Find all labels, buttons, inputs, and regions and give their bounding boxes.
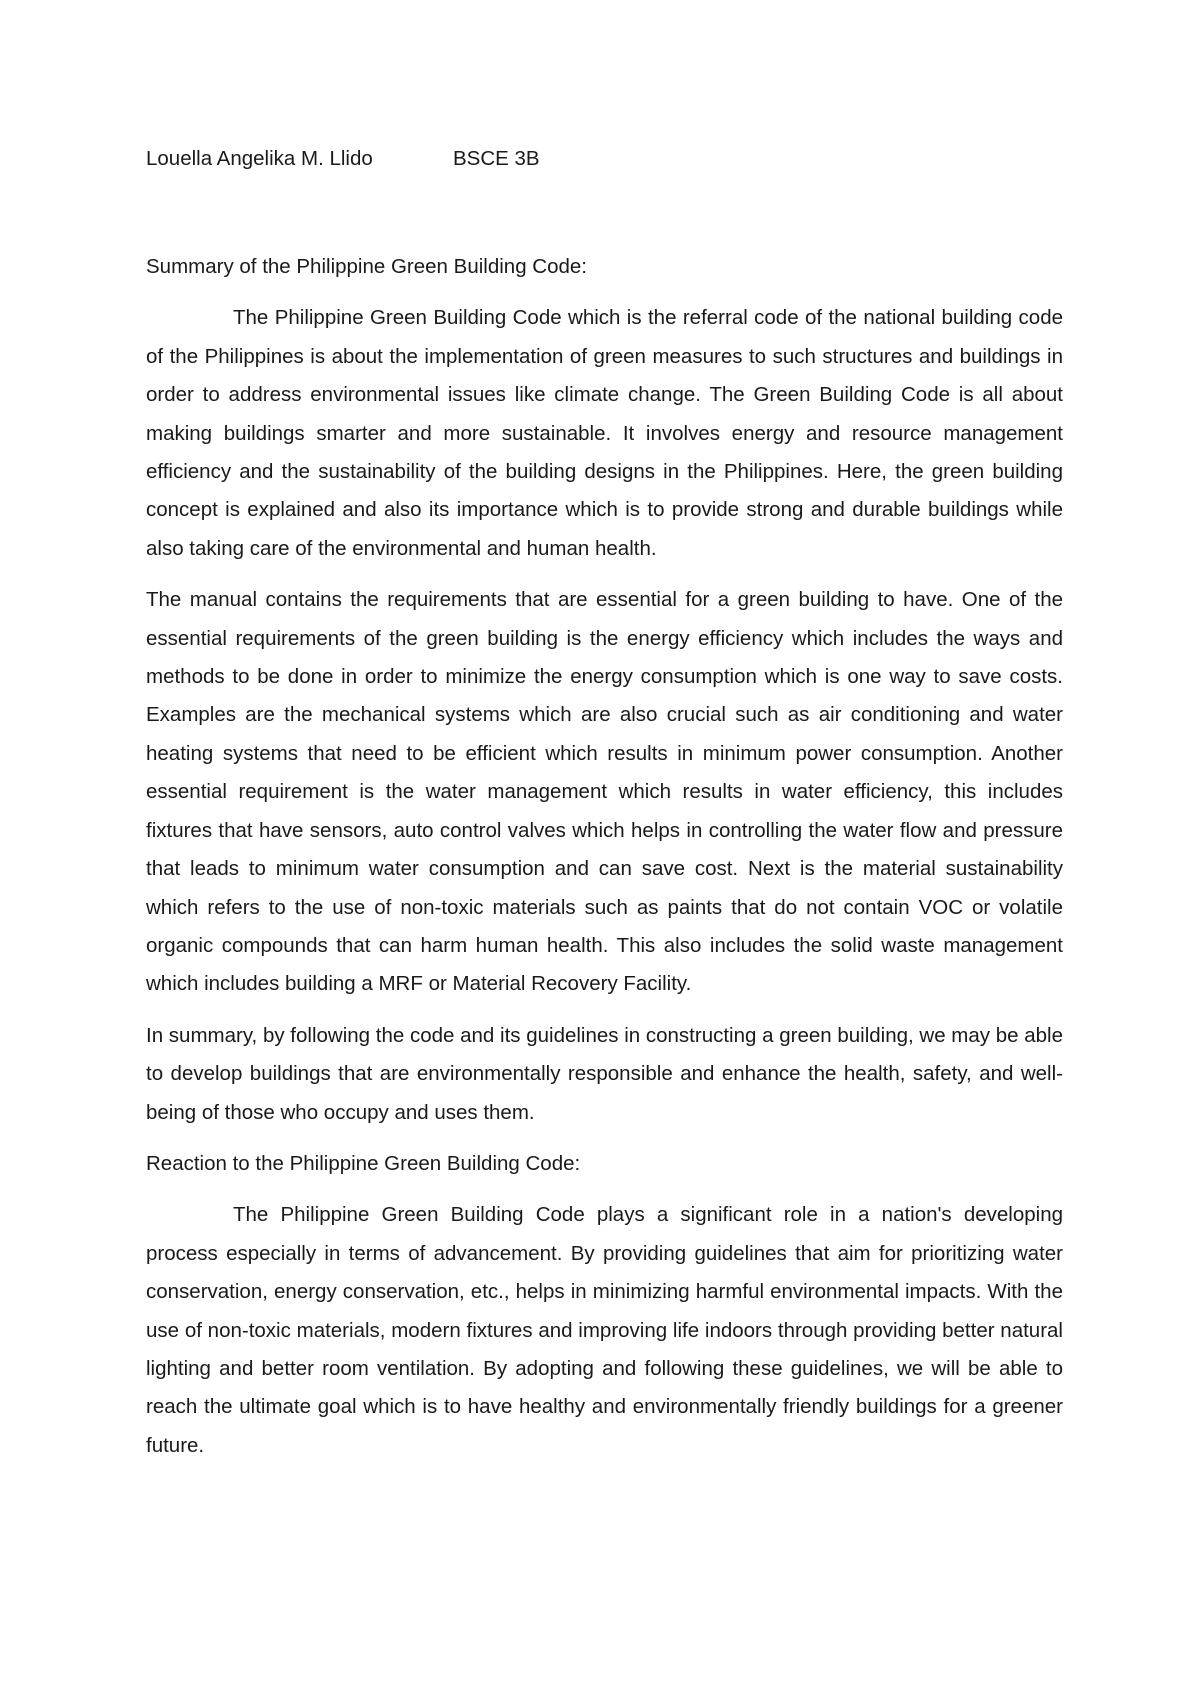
reaction-paragraph-1: The Philippine Green Building Code plays a significant role in a nation's developing process especially in terms of advancement. By providing guidelines that aim for prioritizing water conservation, energy conservation, etc., helps in minimizing harmful environmental impacts. With the use of non-toxic materials, modern fixtures and improving life indoors through providing better natural lighting and better room ventilation. By adopting and following these guidelines, we will be able to reach the ultimate goal which is to have healthy and environmentally friendly buildings for a greener future. (146, 1203, 1063, 1457)
summary-paragraph-3: In summary, by following the code and its guidelines in constructing a green building, we may be able to develop buildings that are environmentally responsible and enhance the health, safety, and well-being of those who occupy and uses them. (146, 1023, 1063, 1124)
summary-paragraph-1: The Philippine Green Building Code which is the referral code of the national building code of the Philippines is about the implementation of green measures to such structures and buildings in order to address environmental issues like climate change. The Green Building Code is all about making buildings smarter and more sustainable. It involves energy and resource management efficiency and the sustainability of the building designs in the Philippines. Here, the green building concept is explained and also its importance which is to provide strong and durable buildings while also taking care of the environmental and human health. (146, 306, 1063, 560)
document-header (146, 140, 1063, 178)
student-section: BSCE 3B (453, 147, 540, 170)
summary-heading: Summary of the Philippine Green Building Code: (146, 255, 587, 278)
reaction-heading: Reaction to the Philippine Green Building Code: (146, 1151, 581, 1175)
summary-paragraph-2: The manual contains the requirements that are essential for a green building to have. One of the essential requirements of the green building is the energy efficiency which includes the ways and methods to be done in order to minimize the energy consumption which is one way to save costs. Examples are the mechanical systems which are also crucial such as air conditioning and water heating systems that need to be efficient which results in minimum power consumption. Another essential requirement is the water management which results in water efficiency, this includes fixtures that have sensors, auto control valves which helps in controlling the water flow and pressure that leads to minimum water consumption and can save cost. Next is the material sustainability which refers to the use of non-toxic materials such as paints that do not contain VOC or volatile organic compounds that can harm human health. This also includes the solid waste management which includes building a MRF or Material Recovery Facility. (146, 588, 1063, 996)
document-body (146, 140, 1063, 1478)
student-name: Louella Angelika M. Llido (146, 147, 373, 170)
